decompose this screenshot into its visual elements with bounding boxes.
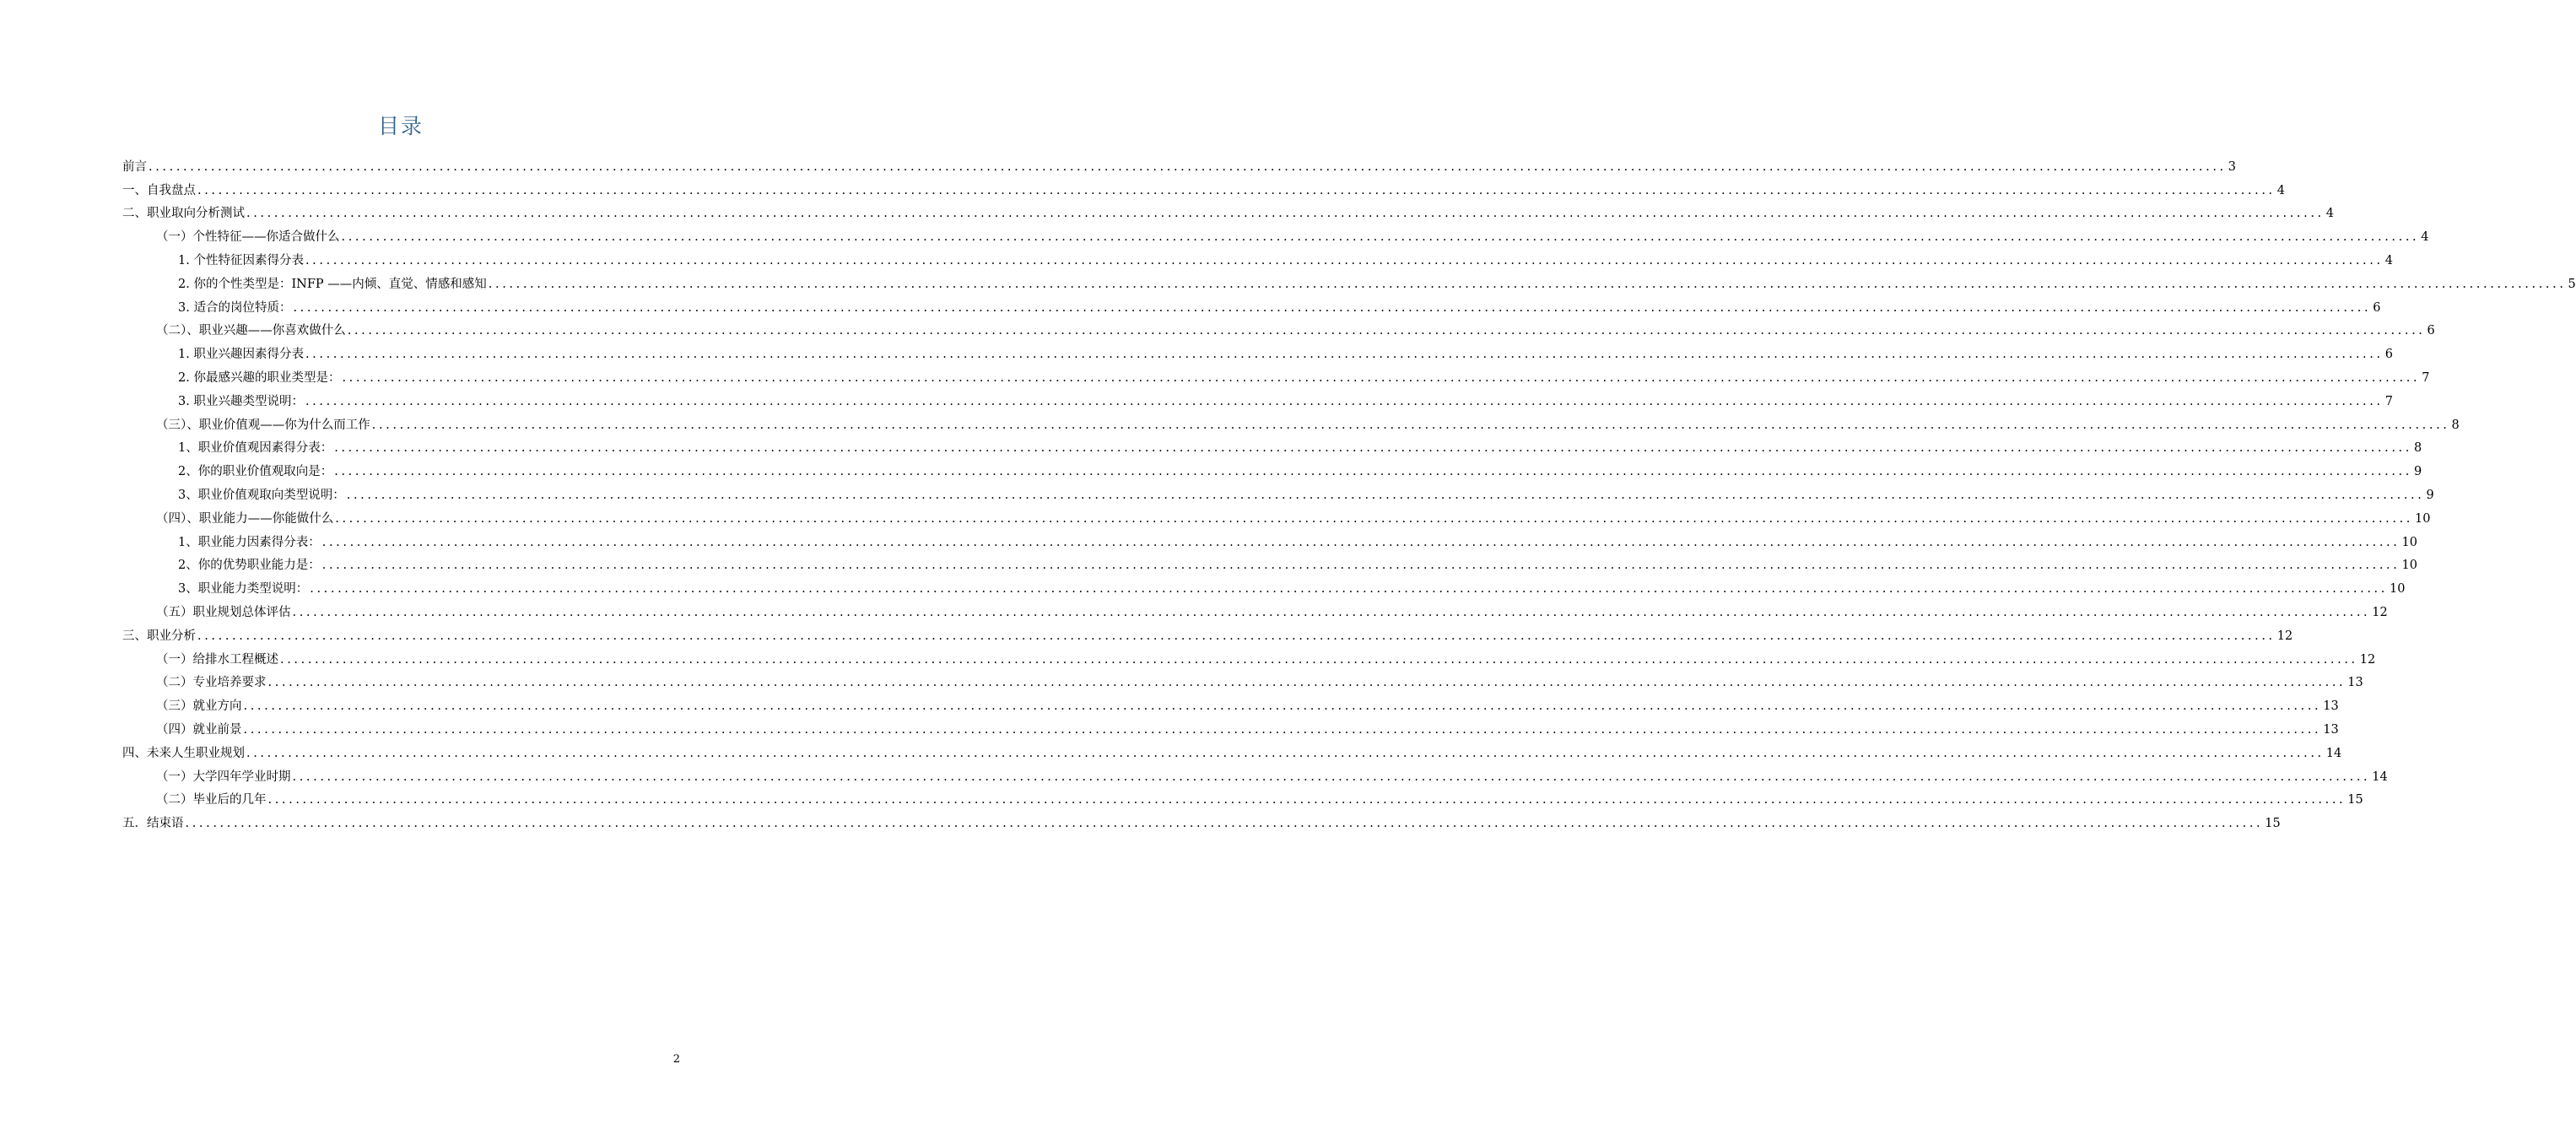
page-number: 2 — [672, 1053, 680, 1066]
toc-entry[interactable] — [122, 176, 2285, 199]
toc-entry-page: 15 — [2347, 793, 2363, 807]
toc-entry-label: 3. 职业兴趣类型说明： — [178, 394, 304, 408]
toc-leader-dots: ............................................................................................................................................................................................................................................................................................................ — [280, 652, 2358, 667]
toc-entry[interactable] — [122, 738, 2342, 762]
toc-entry-page: 8 — [2451, 418, 2460, 432]
toc-leader-dots: ............................................................................................................................................................................................................................................................................................................ — [334, 465, 2412, 479]
toc-entry-label: （二）毕业后的几年 — [156, 793, 267, 807]
toc-leader-dots: ............................................................................................................................................................................................................................................................................................................ — [243, 699, 2322, 714]
toc-entry-page: 4 — [2276, 183, 2285, 197]
toc-leader-dots: ............................................................................................................................................................................................................................................................................................................ — [292, 770, 2371, 784]
toc-leader-dots: ............................................................................................................................................................................................................................................................................................................ — [310, 582, 2388, 597]
toc-entry-page: 10 — [2401, 535, 2417, 549]
toc-leader-dots: ............................................................................................................................................................................................................................................................................................................ — [292, 605, 2371, 619]
toc-entry-page: 13 — [2323, 722, 2339, 737]
toc-entry[interactable] — [122, 410, 2460, 434]
toc-leader-dots: ............................................................................................................................................................................................................................................................................................................ — [267, 676, 2346, 690]
toc-leader-dots: ............................................................................................................................................................................................................................................................................................................ — [346, 488, 2425, 502]
toc-leader-dots: ............................................................................................................................................................................................................................................................................................................ — [243, 722, 2322, 737]
toc-entry-label: （五）职业规划总体评估 — [156, 605, 291, 619]
toc-entry-label: （二）、职业兴趣——你喜欢做什么 — [156, 324, 346, 338]
toc-entry[interactable] — [122, 621, 2293, 645]
toc-leader-dots: ............................................................................................................................................................................................................................................................................................................ — [334, 441, 2412, 456]
toc-entry[interactable] — [122, 456, 2422, 480]
toc-entry[interactable] — [122, 691, 2339, 715]
toc-entry[interactable] — [122, 246, 2393, 269]
toc-entry-page: 6 — [2384, 348, 2393, 362]
toc-entry[interactable] — [122, 293, 2381, 316]
toc-entry-page: 6 — [2373, 300, 2381, 315]
toc-entry-label: （三）就业方向 — [156, 699, 242, 714]
toc-entry[interactable] — [122, 363, 2430, 386]
toc-entry[interactable] — [122, 386, 2393, 410]
toc-entry-label: （四）就业前景 — [156, 722, 242, 737]
toc-leader-dots: ............................................................................................................................................................................................................................................................................................................ — [488, 277, 2567, 291]
toc-entry-page: 7 — [2422, 370, 2430, 385]
toc-entry-label: 1、职业能力因素得分表： — [178, 535, 321, 549]
toc-entry-label: 一、自我盘点 — [122, 183, 196, 197]
toc-leader-dots: ............................................................................................................................................................................................................................................................................................................ — [305, 348, 2384, 362]
toc-leader-dots: ............................................................................................................................................................................................................................................................................................................ — [267, 793, 2346, 807]
toc-leader-dots: ............................................................................................................................................................................................................................................................................................................ — [335, 511, 2413, 526]
toc-entry-label: （四）、职业能力——你能做什么 — [156, 511, 334, 526]
toc-entry[interactable] — [122, 574, 2406, 597]
toc-entry-label: （一）个性特征——你适合做什么 — [156, 230, 340, 245]
toc-entry-label: 1、职业价值观因素得分表： — [178, 441, 333, 456]
toc-entry[interactable] — [122, 715, 2339, 738]
toc-entry[interactable] — [122, 152, 2236, 176]
toc-entry-page: 13 — [2323, 699, 2339, 714]
toc-entry-label: 3. 适合的岗位特质： — [178, 300, 292, 315]
toc-entry[interactable] — [122, 808, 2281, 832]
toc-entry[interactable] — [122, 762, 2388, 786]
toc-entry-page: 12 — [2276, 629, 2293, 643]
toc-entry-page: 4 — [2384, 253, 2393, 267]
toc-entry[interactable] — [122, 222, 2429, 246]
toc-entry-page: 13 — [2347, 676, 2363, 690]
toc-entry-label: 二、职业取向分析测试 — [122, 207, 245, 221]
toc-leader-dots: ............................................................................................................................................................................................................................................................................................................ — [197, 629, 2276, 643]
toc-entry-page: 10 — [2415, 511, 2431, 526]
toc-entry-page: 5 — [2568, 277, 2576, 291]
toc-entry-page: 14 — [2325, 746, 2342, 760]
toc-entry-label: 前言 — [122, 159, 147, 174]
toc-entry-label: （二）专业培养要求 — [156, 676, 267, 690]
toc-entry-page: 10 — [2401, 559, 2417, 573]
toc-entry-page: 9 — [2413, 465, 2422, 479]
table-of-contents — [122, 152, 2576, 832]
toc-entry[interactable] — [122, 668, 2363, 692]
toc-entry[interactable] — [122, 480, 2434, 504]
toc-leader-dots: ............................................................................................................................................................................................................................................................................................................ — [246, 746, 2325, 760]
toc-leader-dots: ............................................................................................................................................................................................................................................................................................................ — [293, 300, 2372, 315]
toc-entry-page: 9 — [2426, 488, 2434, 502]
toc-leader-dots: ............................................................................................................................................................................................................................................................................................................ — [342, 370, 2421, 385]
toc-entry-page: 4 — [2421, 230, 2429, 245]
toc-entry-page: 4 — [2325, 207, 2334, 221]
toc-leader-dots: ............................................................................................................................................................................................................................................................................................................ — [197, 183, 2276, 197]
toc-entry[interactable] — [122, 786, 2363, 809]
toc-leader-dots: ............................................................................................................................................................................................................................................................................................................ — [347, 324, 2426, 338]
toc-entry[interactable] — [122, 551, 2417, 575]
toc-entry-label: 3、职业价值观取向类型说明： — [178, 488, 345, 502]
toc-leader-dots: ............................................................................................................................................................................................................................................................................................................ — [149, 159, 2227, 174]
toc-entry-page: 15 — [2265, 817, 2281, 831]
toc-entry-label: （三）、职业价值观——你为什么而工作 — [156, 418, 370, 432]
toc-entry-label: 2. 你的个性类型是：INFP ——内倾、直觉、情感和感知 — [178, 277, 487, 291]
toc-entry-label: 3、职业能力类型说明： — [178, 582, 309, 597]
toc-leader-dots: ............................................................................................................................................................................................................................................................................................................ — [305, 253, 2384, 267]
toc-entry-page: 7 — [2384, 394, 2393, 408]
toc-entry-page: 6 — [2427, 324, 2435, 338]
toc-entry-page: 10 — [2389, 582, 2406, 597]
toc-entry-label: 2、你的职业价值观取向是： — [178, 465, 333, 479]
toc-entry[interactable] — [122, 269, 2576, 293]
toc-entry-label: 1. 职业兴趣因素得分表 — [178, 348, 304, 362]
toc-entry-label: 五．结束语 — [122, 817, 184, 831]
toc-entry[interactable] — [122, 645, 2376, 668]
toc-entry-page: 12 — [2359, 652, 2376, 667]
toc-leader-dots: ............................................................................................................................................................................................................................................................................................................ — [305, 394, 2384, 408]
toc-entry[interactable] — [122, 597, 2388, 621]
toc-entry-label: （一）大学四年学业时期 — [156, 770, 291, 784]
toc-entry-page: 3 — [2228, 159, 2236, 174]
toc-entry-label: 2. 你最感兴趣的职业类型是： — [178, 370, 341, 385]
toc-entry-page: 14 — [2372, 770, 2388, 784]
toc-entry-label: 1. 个性特征因素得分表 — [178, 253, 304, 267]
toc-entry-page: 8 — [2413, 441, 2422, 456]
toc-entry[interactable] — [122, 504, 2431, 527]
toc-leader-dots: ............................................................................................................................................................................................................................................................................................................ — [185, 817, 2264, 831]
toc-entry[interactable] — [122, 316, 2435, 340]
page-title: 目录 — [377, 114, 424, 138]
toc-entry-label: 四、未来人生职业规划 — [122, 746, 245, 760]
toc-leader-dots: ............................................................................................................................................................................................................................................................................................................ — [371, 418, 2450, 432]
toc-entry[interactable] — [122, 199, 2334, 223]
toc-entry[interactable] — [122, 527, 2417, 551]
toc-leader-dots: ............................................................................................................................................................................................................................................................................................................ — [321, 535, 2400, 549]
toc-entry-label: 2、你的优势职业能力是： — [178, 559, 321, 573]
toc-entry-label: 三、职业分析 — [122, 629, 196, 643]
toc-entry[interactable] — [122, 339, 2393, 363]
toc-entry-page: 12 — [2372, 605, 2388, 619]
toc-leader-dots: ............................................................................................................................................................................................................................................................................................................ — [321, 559, 2400, 573]
toc-entry-label: （一）给排水工程概述 — [156, 652, 278, 667]
toc-leader-dots: ............................................................................................................................................................................................................................................................................................................ — [246, 207, 2325, 221]
toc-entry[interactable] — [122, 434, 2422, 457]
toc-leader-dots: ............................................................................................................................................................................................................................................................................................................ — [341, 230, 2420, 245]
